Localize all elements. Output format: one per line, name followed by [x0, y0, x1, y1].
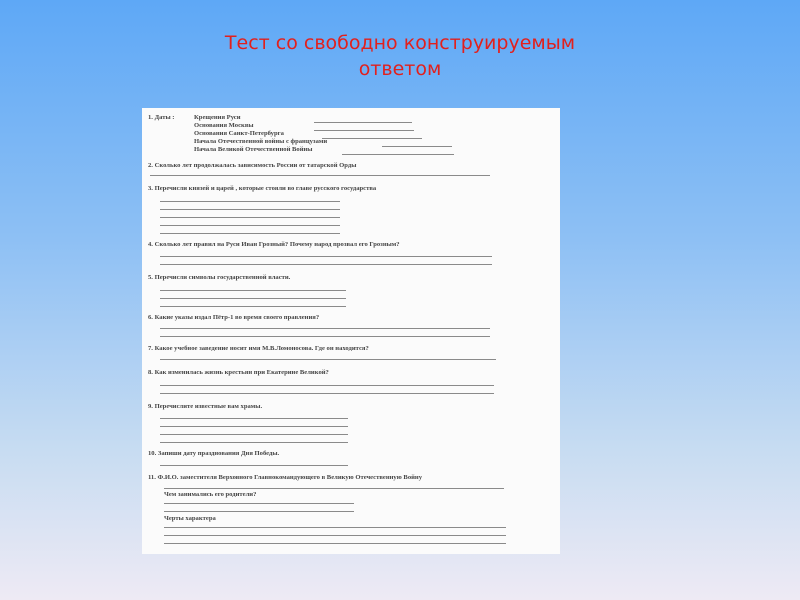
answer-line: [382, 146, 452, 147]
slide-title: [0, 30, 800, 82]
answer-line: [160, 225, 340, 226]
answer-line: [160, 418, 348, 419]
question-5: 5. Перечисли символы государственной власти.: [148, 274, 291, 281]
answer-line: [160, 233, 340, 234]
slide-title-line-1: Тест со свободно конструируемым: [224, 32, 576, 54]
answer-line: [160, 298, 346, 299]
answer-line: [160, 201, 340, 202]
answer-line: [164, 503, 354, 504]
question-9: 9. Перечислите известные вам храмы.: [148, 403, 263, 410]
answer-line: [164, 488, 504, 489]
question-10: 10. Запиши дату празднования Дня Победы.: [148, 450, 280, 457]
answer-line: [160, 465, 348, 466]
answer-line: [164, 527, 506, 528]
slide-title-line-2: ответом: [358, 58, 442, 80]
question-4: 4. Сколько лет правил на Руси Иван Грозный? Почему народ прозвал его Грозным?: [148, 241, 400, 248]
answer-line: [160, 359, 496, 360]
answer-line: [160, 290, 346, 291]
question-1-item: Основания Санкт-Петербурга: [194, 130, 284, 137]
answer-line: [160, 393, 494, 394]
answer-line: [160, 256, 492, 257]
answer-line: [164, 511, 354, 512]
question-1-item: Основания Москвы: [194, 122, 254, 129]
answer-line: [160, 306, 346, 307]
question-1-label: 1. Даты :: [148, 114, 175, 121]
answer-line: [314, 122, 412, 123]
question-7: 7. Какое учебное заведение носит имя М.В.Ломоносова. Где он находится?: [148, 345, 369, 352]
answer-line: [160, 264, 492, 265]
answer-line: [160, 442, 348, 443]
answer-line: [160, 328, 490, 329]
answer-line: [160, 426, 348, 427]
answer-line: [160, 385, 494, 386]
question-11-sub-1: Чем занимались его родители?: [164, 491, 257, 498]
question-8: 8. Как изменилась жизнь крестьян при Екатерине Великой?: [148, 369, 329, 376]
answer-line: [322, 138, 422, 139]
answer-line: [150, 175, 490, 176]
answer-line: [164, 543, 506, 544]
answer-line: [164, 535, 506, 536]
question-11: 11. Ф.И.О. заместителя Верховного Главнокомандующего в Великую Отечественную Войну: [148, 474, 423, 481]
answer-line: [160, 209, 340, 210]
question-11-sub-2: Черты характера: [164, 515, 216, 522]
question-3: 3. Перечисли князей и царей , которые стояли во главе русского государства: [148, 185, 377, 192]
question-1-item: Крещения Руси: [194, 114, 241, 121]
question-1-item: Начала Великой Отечественной Войны: [194, 146, 313, 153]
answer-line: [160, 217, 340, 218]
answer-line: [160, 336, 490, 337]
question-1-item: Начала Отечественной войны с французами: [194, 138, 328, 145]
answer-line: [160, 434, 348, 435]
question-2: 2. Сколько лет продолжалась зависимость России от татарской Орды: [148, 162, 357, 169]
answer-line: [342, 154, 454, 155]
question-6: 6. Какие указы издал Пётр-1 во время своего правления?: [148, 314, 320, 321]
worksheet-image: [142, 108, 560, 554]
answer-line: [314, 130, 414, 131]
